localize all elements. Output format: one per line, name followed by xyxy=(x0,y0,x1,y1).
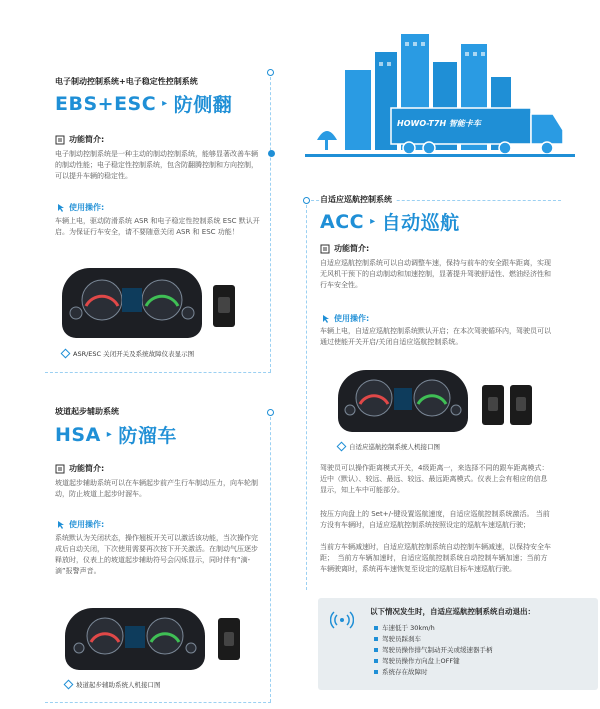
hsa-title-en: HSA xyxy=(55,423,101,446)
acc-usage-heading: 使用操作: xyxy=(320,313,369,324)
esc-switch-image xyxy=(213,285,235,327)
list-item: 驾驶员操作方向盘上OFF键 xyxy=(374,655,493,666)
ebs-usage-text: 车辆上电，驱动防滑系统 ASR 和电子稳定性控制系统 ESC 默认开启。为保证行车安全，请不要随意关闭 ASR 和 ESC 功能！ xyxy=(55,217,260,236)
list-item: 驾驶员踩刹车 xyxy=(374,633,493,644)
hsa-subtitle: 坡道起步辅助系统 xyxy=(55,407,119,416)
timeline-dot xyxy=(268,150,275,157)
ebs-title xyxy=(55,90,232,117)
ebs-intro-text: 电子制动控制系统是一种主动的制动控制系统，能够显著改善车辆的制动性能；电子稳定性控制系统，包含防翻腾控制和方向控制，可以提升车辆的稳定性。 xyxy=(55,150,258,180)
acc-intro-heading: 功能简介: xyxy=(320,243,369,254)
acc-paragraph: 驾驶员可以操作距离模式开关，4级距离一，来选择不同的跟车距离模式：近中（默认）、较远、最远、较远、最远距离模式。仪表上会有相应的信息显示，知上车中可能部分。 xyxy=(320,464,549,494)
acc-paragraph: 按压方向盘上的 Set+/-键设置巡航速度，自适应巡航控制系统激活。 当前方没有车辆时，自适应巡航控制系统按照设定的巡航车速巡航行驶； xyxy=(320,510,550,529)
acc-instrument-cluster-image xyxy=(338,370,468,432)
diamond-icon xyxy=(64,680,74,690)
arrow-icon: ▸ xyxy=(106,429,113,440)
bullet-icon xyxy=(374,648,378,652)
ebs-usage-heading: 使用操作: xyxy=(55,202,104,213)
timeline-dot xyxy=(303,197,310,204)
acc-switch-image xyxy=(482,385,504,425)
bullet-icon xyxy=(374,637,378,641)
bullet-icon xyxy=(374,659,378,663)
ebs-title-cn: 防侧翻 xyxy=(173,94,233,116)
left-bottom-line xyxy=(45,372,271,373)
acc-title-en: ACC xyxy=(320,210,365,233)
acc-exit-box xyxy=(318,598,598,690)
ebs-intro-heading: 功能简介: xyxy=(55,134,104,145)
arrow-icon: ▸ xyxy=(370,216,376,227)
wireless-signal-icon xyxy=(330,608,354,632)
bullet-icon xyxy=(374,670,378,674)
timeline-dot xyxy=(267,409,274,416)
hsa-caption: 坡道起步辅助系统人机接口图 xyxy=(65,680,161,689)
acc-intro-text: 自适应巡航控制系统可以自动调整车速，保持与前车的安全跟车距离，实现无风机干预下的自动制动和加速控制，显著提升驾驶舒适性、燃油经济性和行车安全性。 xyxy=(320,259,551,289)
acc-exit-list xyxy=(374,622,493,677)
list-item: 驾驶员操作排气制动开关或缓速器手柄 xyxy=(374,644,493,655)
acc-switch-image xyxy=(510,385,532,425)
acc-exit-heading: 以下情况发生时，自适应巡航控制系统自动退出： xyxy=(370,607,535,616)
hsa-instrument-cluster-image xyxy=(65,608,205,670)
list-item: 车速低于 30km/h xyxy=(374,622,493,633)
acc-usage-text: 车辆上电，自适应巡航控制系统默认开启；在本次驾驶循环内，驾驶员可以通过使能开关开启/关闭自适应巡航控制系统。 xyxy=(320,327,551,346)
left-hsa-timeline xyxy=(270,412,271,702)
bullet-icon xyxy=(374,626,378,630)
hsa-usage-heading: 使用操作: xyxy=(55,519,104,530)
ebs-caption: ASR/ESC 关闭开关及系统故障仪表显示图 xyxy=(62,349,194,358)
left-timeline xyxy=(270,72,271,372)
ebs-instrument-cluster-image xyxy=(62,268,202,338)
document-icon xyxy=(55,464,65,474)
pointer-icon xyxy=(320,314,330,324)
acc-title xyxy=(320,208,460,235)
document-icon xyxy=(320,244,330,254)
document-icon xyxy=(55,135,65,145)
hsa-intro-heading: 功能简介: xyxy=(55,463,104,474)
hsa-title-cn: 防溜车 xyxy=(118,425,177,447)
pointer-icon xyxy=(55,203,65,213)
acc-title-cn: 自动巡航 xyxy=(381,212,460,234)
arrow-icon: ▸ xyxy=(162,98,168,109)
ebs-subtitle: 电子制动控制系统+电子稳定性控制系统 xyxy=(55,77,198,86)
acc-caption: 自适应巡航控制系统人机接口图 xyxy=(338,442,440,451)
diamond-icon xyxy=(61,349,71,359)
hsa-title xyxy=(55,421,177,448)
acc-paragraph: 当前方车辆减速时，自适应巡航控制系统自动控制车辆减速，以保持安全车距； 当前方车辆加速时，自适应巡航控制系统自动控制车辆加速；当前方车辆驶离时，系统再车速恢复至设定的巡航目标车速巡航行驶。 xyxy=(320,543,551,573)
right-timeline xyxy=(306,200,307,590)
left-hsa-line xyxy=(45,702,271,703)
hsa-usage-text: 系统默认为关闭状态，操作翘板开关可以激活该功能，当次操作完成后自动关闭，下次使用需要再次按下开关激活。在制动气压逐步释放时，仪表上的坡道起步辅助符号会闪烁显示，同时伴有“滴-滴”报警声音。 xyxy=(55,534,258,575)
city-truck-illustration xyxy=(305,22,575,162)
diamond-icon xyxy=(337,442,347,452)
acc-subtitle: 自适应巡航控制系统 xyxy=(320,194,396,205)
list-item: 系统存在故障时 xyxy=(374,666,493,677)
hsa-intro-text: 坡道起步辅助系统可以在车辆起步前产生行车制动压力，向车轮制动，防止坡道上起步时溜车。 xyxy=(55,479,258,498)
truck-label: HOWO-T7H 智能卡车 xyxy=(397,119,481,128)
ebs-title-en: EBS+ESC xyxy=(55,92,157,115)
pointer-icon xyxy=(55,520,65,530)
timeline-dot xyxy=(267,69,274,76)
hsa-switch-image xyxy=(218,618,240,660)
